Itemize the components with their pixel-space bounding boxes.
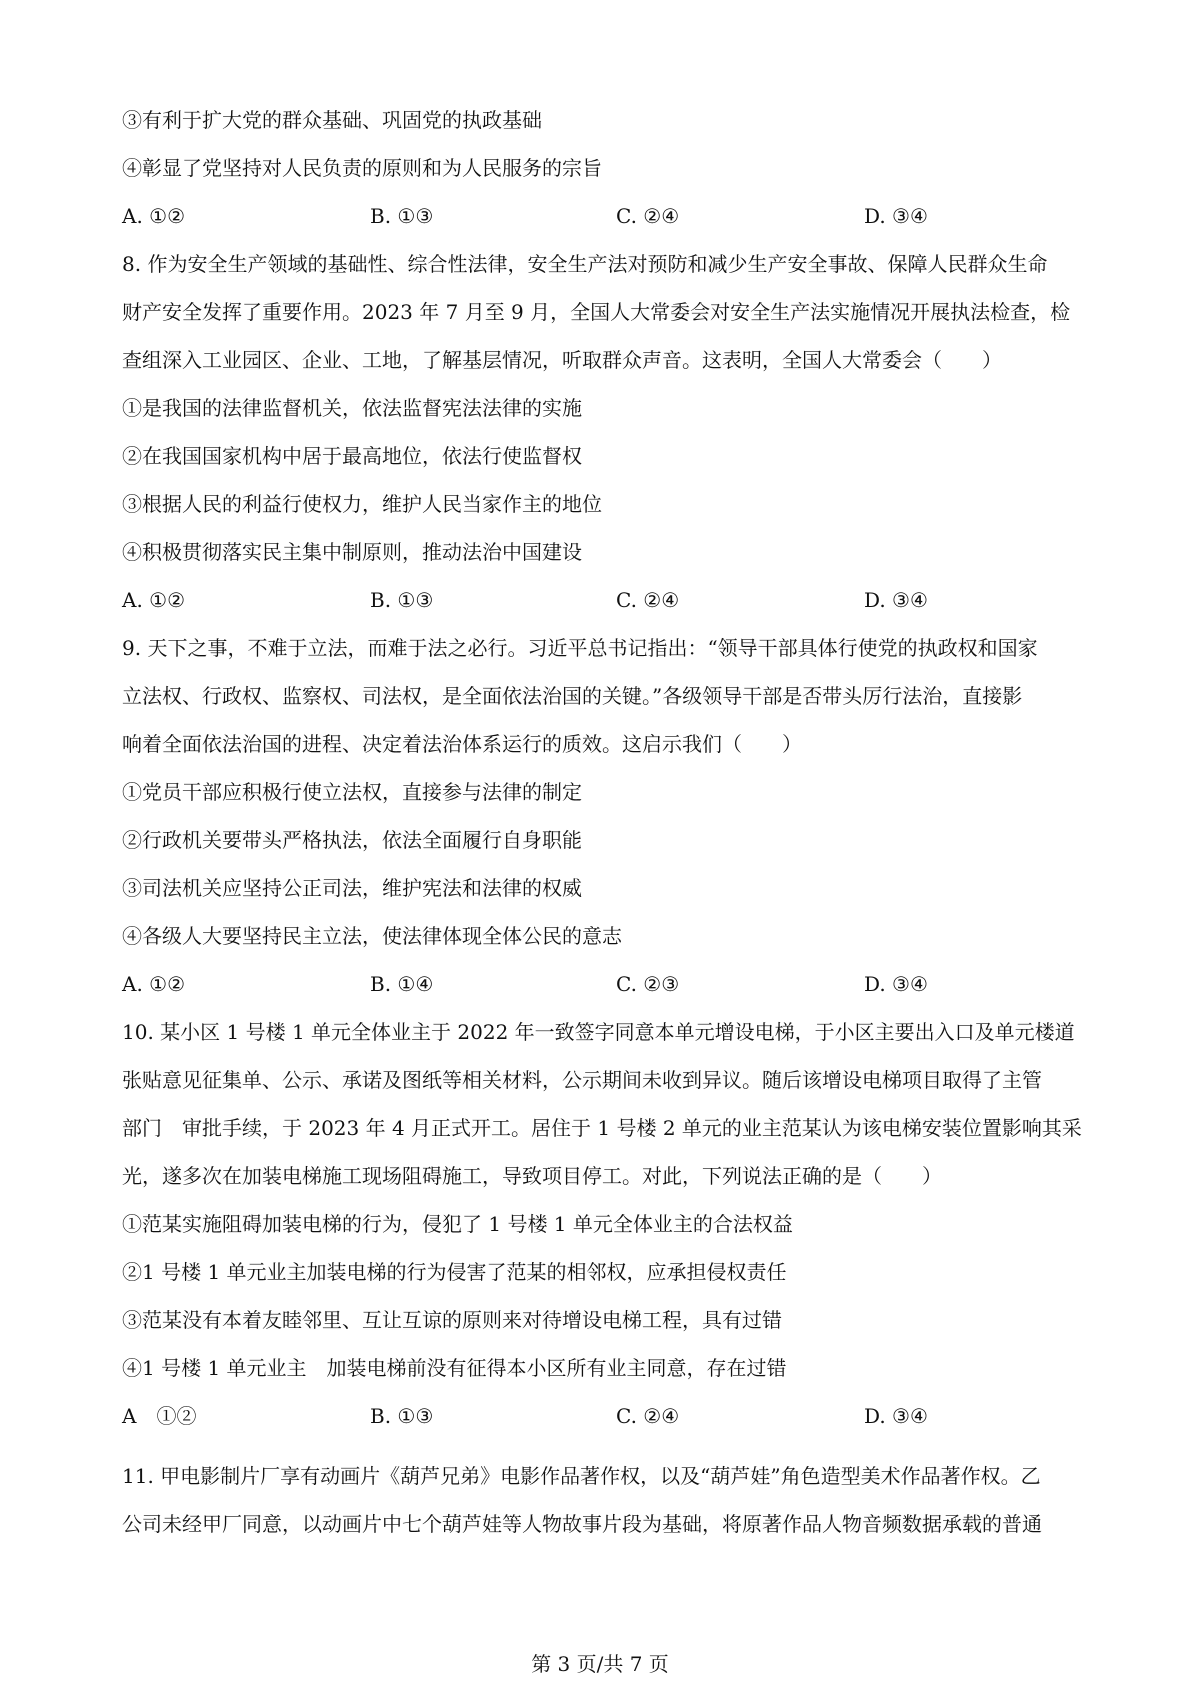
statement: ④彰显了党坚持对人民负责的原则和为人民服务的宗旨 — [122, 156, 602, 180]
question-stem-line: 张贴意见征集单、公示、承诺及图纸等相关材料，公示期间未收到异议。随后该增设电梯项目取得了主管 — [122, 1068, 1042, 1092]
answer-options — [122, 1392, 1102, 1440]
statement: ②1 号楼 1 单元业主加装电梯的行为侵害了范某的相邻权，应承担侵权责任 — [122, 1260, 787, 1284]
option-d: D. ③④ — [864, 204, 928, 228]
statement: ②在我国国家机构中居于最高地位，依法行使监督权 — [122, 444, 582, 468]
question-10 — [122, 1008, 1102, 1440]
statement: ③有利于扩大党的群众基础、巩固党的执政基础 — [122, 108, 542, 132]
question-stem-line: 光，遂多次在加装电梯施工现场阻碍施工，导致项目停工。对此，下列说法正确的是（ ） — [122, 1164, 942, 1188]
question-stem-line: 部门 审批手续，于 2023 年 4 月正式开工。居住于 1 号楼 2 单元的业主范某认为该电梯安装位置影响其采 — [122, 1116, 1082, 1140]
statement: ①范某实施阻碍加装电梯的行为，侵犯了 1 号楼 1 单元全体业主的合法权益 — [122, 1212, 793, 1236]
question-7-tail — [122, 96, 1102, 240]
option-a: A. ①② — [122, 972, 186, 996]
statement: ④积极贯彻落实民主集中制原则，推动法治中国建设 — [122, 540, 582, 564]
statement: ③根据人民的利益行使权力，维护人民当家作主的地位 — [122, 492, 602, 516]
question-stem-line: 9. 天下之事，不难于立法，而难于法之必行。习近平总书记指出：“领导干部具体行使党的执政权和国家 — [122, 636, 1038, 660]
statement: ①党员干部应积极行使立法权，直接参与法律的制定 — [122, 780, 582, 804]
option-a: A. ①② — [122, 588, 186, 612]
statement: ③司法机关应坚持公正司法，维护宪法和法律的权威 — [122, 876, 582, 900]
option-c: C. ②③ — [616, 972, 680, 996]
question-11 — [122, 1452, 1102, 1548]
option-c: C. ②④ — [616, 1404, 680, 1428]
option-d: D. ③④ — [864, 1404, 928, 1428]
question-stem-line: 10. 某小区 1 号楼 1 单元全体业主于 2022 年一致签字同意本单元增设电梯，于小区主要出入口及单元楼道 — [122, 1020, 1075, 1044]
option-a: A. ①② — [122, 204, 186, 228]
statement: ④1 号楼 1 单元业主 加装电梯前没有征得本小区所有业主同意，存在过错 — [122, 1356, 787, 1380]
page-content — [122, 96, 1102, 1548]
question-8 — [122, 240, 1102, 624]
statement: ①是我国的法律监督机关，依法监督宪法法律的实施 — [122, 396, 582, 420]
option-a: A ①② — [122, 1404, 197, 1428]
answer-options — [122, 192, 1102, 240]
option-d: D. ③④ — [864, 588, 928, 612]
statement: ③范某没有本着友睦邻里、互让互谅的原则来对待增设电梯工程，具有过错 — [122, 1308, 782, 1332]
option-b: B. ①③ — [370, 204, 434, 228]
question-stem-line: 响着全面依法治国的进程、决定着法治体系运行的质效。这启示我们（ ） — [122, 732, 802, 756]
statement: ②行政机关要带头严格执法，依法全面履行自身职能 — [122, 828, 582, 852]
question-stem-line: 立法权、行政权、监察权、司法权，是全面依法治国的关键。”各级领导干部是否带头厉行法治，直接影 — [122, 684, 1023, 708]
option-c: C. ②④ — [616, 204, 680, 228]
question-stem-line: 8. 作为安全生产领域的基础性、综合性法律，安全生产法对预防和减少生产安全事故、保障人民群众生命 — [122, 252, 1048, 276]
question-stem-line: 公司未经甲厂同意，以动画片中七个葫芦娃等人物故事片段为基础，将原著作品人物音频数据承载的普通 — [122, 1512, 1042, 1536]
page-number-footer: 第 3 页/共 7 页 — [531, 1652, 669, 1676]
statement: ④各级人大要坚持民主立法，使法律体现全体公民的意志 — [122, 924, 622, 948]
question-9 — [122, 624, 1102, 1008]
answer-options — [122, 576, 1102, 624]
option-c: C. ②④ — [616, 588, 680, 612]
option-b: B. ①③ — [370, 1404, 434, 1428]
option-b: B. ①④ — [370, 972, 434, 996]
question-stem-line: 财产安全发挥了重要作用。2023 年 7 月至 9 月，全国人大常委会对安全生产法实施情况开展执法检查，检 — [122, 300, 1071, 324]
option-d: D. ③④ — [864, 972, 928, 996]
answer-options — [122, 960, 1102, 1008]
question-stem-line: 查组深入工业园区、企业、工地，了解基层情况，听取群众声音。这表明，全国人大常委会（ ） — [122, 348, 1002, 372]
option-b: B. ①③ — [370, 588, 434, 612]
question-stem-line: 11. 甲电影制片厂享有动画片《葫芦兄弟》电影作品著作权，以及“葫芦娃”角色造型美术作品著作权。乙 — [122, 1464, 1041, 1488]
